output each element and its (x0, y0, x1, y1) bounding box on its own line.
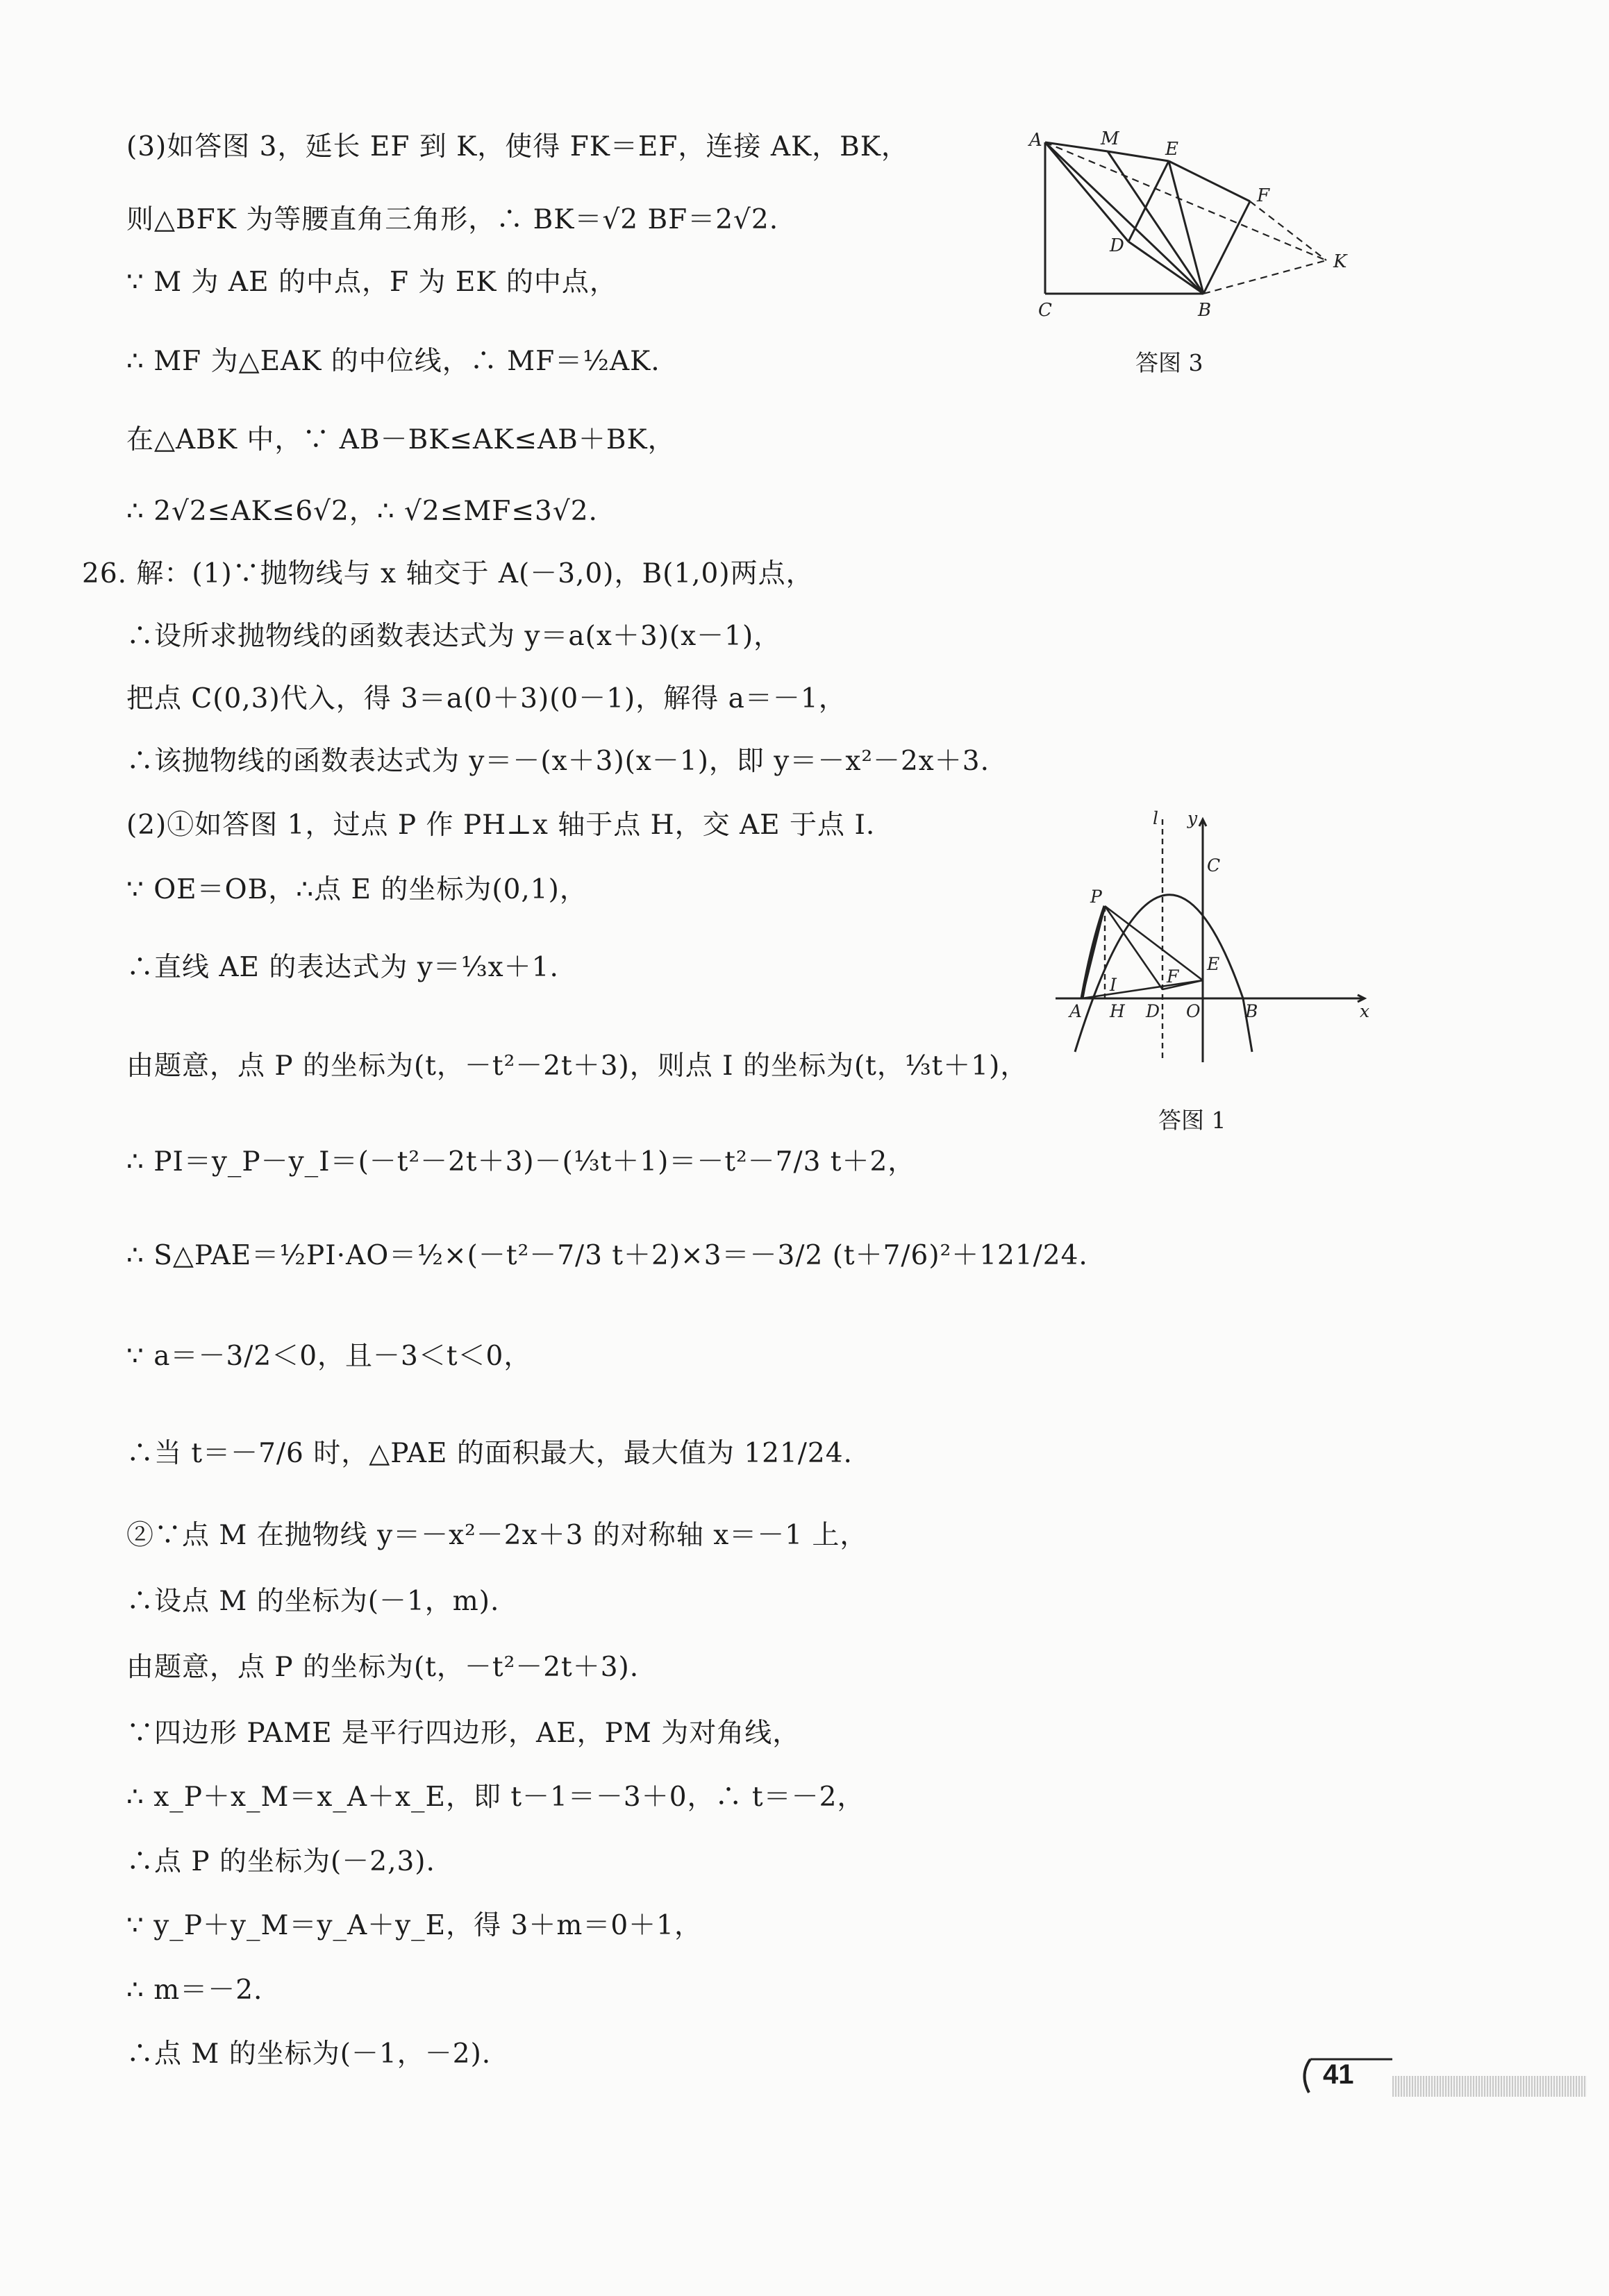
label-O: O (1186, 1001, 1201, 1021)
text-line: ∴点 M 的坐标为(－1，－2). (126, 2038, 492, 2070)
page-decoration (1392, 2076, 1587, 2097)
text-line: ∴ PI＝y_P－y_I＝(－t²－2t＋3)－(⅓t＋1)＝－t²－7/3 t＋2， (126, 1146, 916, 1178)
label-H: H (1110, 1001, 1125, 1021)
label-A: A (1069, 1001, 1083, 1021)
label-M: M (1101, 128, 1119, 149)
label-C: C (1038, 300, 1052, 321)
text-line: 由题意，点 P 的坐标为(t，－t²－2t＋3). (126, 1652, 640, 1683)
label-D: D (1146, 1001, 1160, 1021)
figure-1-graph (1049, 809, 1375, 1073)
label-B: B (1198, 300, 1212, 321)
label-l: l (1153, 809, 1158, 828)
label-F: F (1167, 966, 1179, 987)
text-line: ②∵点 M 在抛物线 y＝－x²－2x＋3 的对称轴 x＝－1 上， (126, 1520, 868, 1551)
text-line: (3)如答图 3，延长 EF 到 K，使得 FK＝EF，连接 AK，BK， (126, 131, 909, 162)
text-line: 则△BFK 为等腰直角三角形，∴ BK＝√2 BF＝2√2. (126, 204, 779, 235)
text-line: ∴ 2√2≤AK≤6√2，∴ √2≤MF≤3√2. (126, 496, 598, 527)
label-A: A (1029, 130, 1042, 151)
text-line: ∴ S△PAE＝½PI·AO＝½×(－t²－7/3 t＋2)×3＝－3/2 (t＋7/6)²＋121/24. (126, 1240, 1088, 1271)
text-line: ∵ M 为 AE 的中点，F 为 EK 的中点， (126, 267, 617, 298)
text-line: ∵ y_P＋y_M＝y_A＋y_E，得 3＋m＝0＋1， (126, 1910, 702, 1941)
text-line: ∴点 P 的坐标为(－2,3). (126, 1846, 435, 1877)
text-line: 由题意，点 P 的坐标为(t，－t²－2t＋3)，则点 I 的坐标为(t，⅓t＋1)， (126, 1050, 1028, 1082)
label-C: C (1207, 855, 1221, 875)
text-line: ∴设所求抛物线的函数表达式为 y＝a(x＋3)(x－1)， (126, 621, 782, 652)
label-y: y (1187, 809, 1198, 828)
page-number-box (1295, 2055, 1399, 2097)
text-line: ∴设点 M 的坐标为(－1，m). (126, 1586, 500, 1617)
text-line: 在△ABK 中，∵ AB－BK≤AK≤AB＋BK， (126, 424, 676, 455)
text-line: 把点 C(0,3)代入，得 3＝a(0＋3)(0－1)，解得 a＝－1， (126, 683, 847, 714)
page-number: 41 (1323, 2059, 1354, 2090)
text-line: ∵四边形 PAME 是平行四边形，AE，PM 为对角线， (126, 1718, 801, 1749)
label-x: x (1360, 1001, 1370, 1021)
text-line: ∴ m＝－2. (126, 1975, 263, 2006)
text-line: ∴ MF 为△EAK 的中位线，∴ MF＝½AK. (126, 346, 660, 377)
label-P: P (1090, 887, 1102, 907)
label-D: D (1110, 235, 1124, 256)
label-E: E (1207, 954, 1220, 974)
text-line: ∵ OE＝OB，∴点 E 的坐标为(0,1)， (126, 874, 587, 905)
text-line: ∴ x_P＋x_M＝x_A＋x_E，即 t－1＝－3＋0，∴ t＝－2， (126, 1782, 865, 1813)
label-F: F (1257, 185, 1270, 206)
figure-3-diagram (1007, 118, 1396, 333)
label-K: K (1333, 251, 1347, 272)
text-line: ∴该抛物线的函数表达式为 y＝－(x＋3)(x－1)，即 y＝－x²－2x＋3. (126, 746, 990, 777)
text-line: ∴直线 AE 的表达式为 y＝⅓x＋1. (126, 952, 559, 983)
label-I: I (1110, 975, 1117, 995)
text-line: ∴当 t＝－7/6 时，△PAE 的面积最大，最大值为 121/24. (126, 1438, 853, 1469)
figure-3-caption: 答图 3 (1135, 349, 1203, 376)
label-B: B (1245, 1001, 1258, 1021)
figure-1-caption: 答图 1 (1158, 1107, 1226, 1134)
text-line: ∵ a＝－3/2＜0，且－3＜t＜0， (126, 1341, 532, 1372)
problem-26-heading: 26. 解：(1)∵抛物线与 x 轴交于 A(－3,0)，B(1,0)两点， (82, 558, 814, 589)
text-line: (2)①如答图 1，过点 P 作 PH⊥x 轴于点 H，交 AE 于点 I. (126, 810, 876, 841)
label-E: E (1165, 139, 1178, 160)
